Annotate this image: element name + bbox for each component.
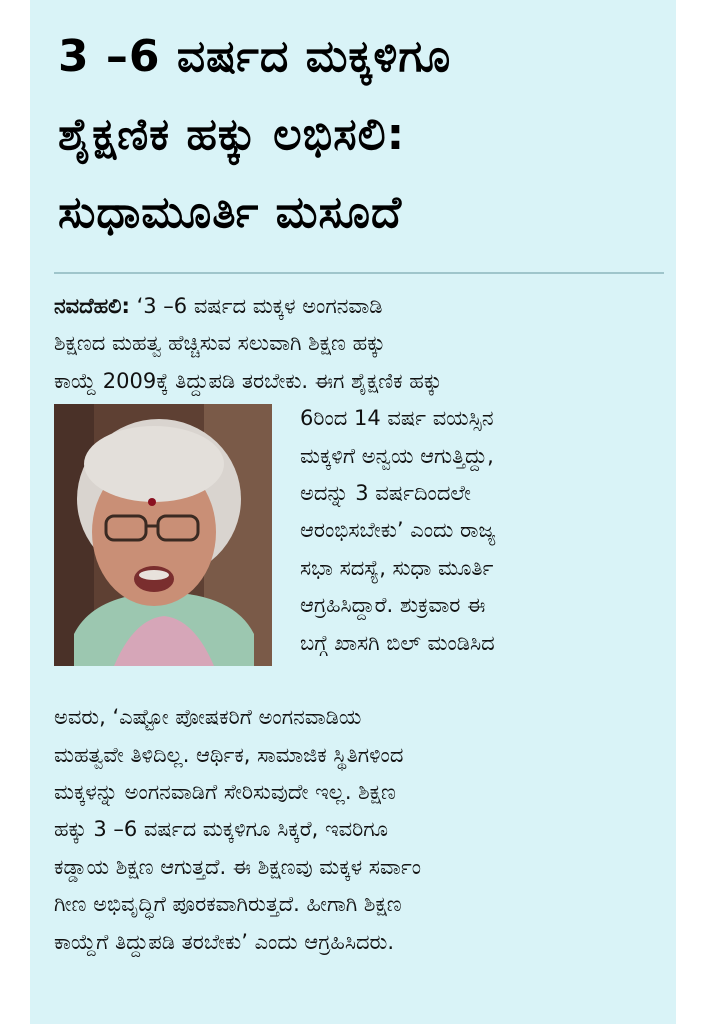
article-body xyxy=(54,288,669,961)
photo-wrap-zone xyxy=(54,400,669,699)
body-line: ಸಭಾ ಸದಸ್ಯೆ, ಸುಧಾ ಮೂರ್ತಿ xyxy=(300,555,494,580)
headline-divider xyxy=(54,272,664,274)
headline-line: ಸುಧಾಮೂರ್ತಿ ಮಸೂದೆ xyxy=(58,187,403,238)
body-line: ಮಕ್ಕಳಿಗೆ ಅನ್ವಯ ಆಗುತ್ತಿದ್ದು, xyxy=(300,443,494,468)
portrait-photo xyxy=(54,404,272,666)
headline-line: 3 –6 ವರ್ಷದ ಮಕ್ಕಳಿಗೂ xyxy=(58,31,452,82)
newspaper-clipping xyxy=(30,0,676,1024)
body-line: ಬಗ್ಗೆ ಖಾಸಗಿ ಬಿಲ್ ಮಂಡಿಸಿದ xyxy=(300,630,495,655)
body-line: ಹಕ್ಕು 3 –6 ವರ್ಷದ ಮಕ್ಕಳಿಗೂ ಸಿಕ್ಕರೆ, ಇವರಿಗೂ xyxy=(54,817,388,842)
headline-line: ಶೈಕ್ಷಣಿಕ ಹಕ್ಕು ಲಭಿಸಲಿ: xyxy=(58,109,406,160)
body-line xyxy=(54,288,669,325)
body-line: ಮಕ್ಕಳನ್ನು ಅಂಗನವಾಡಿಗೆ ಸೇರಿಸುವುದೇ ಇಲ್ಲ. ಶಿಕ್ಷಣ xyxy=(54,779,396,804)
dateline: ನವದೆಹಲಿ: xyxy=(54,294,130,318)
wrapped-text xyxy=(300,400,670,662)
body-line: ಶಿಕ್ಷಣದ ಮಹತ್ವ ಹೆಚ್ಚಿಸುವ ಸಲುವಾಗಿ ಶಿಕ್ಷಣ ಹಕ್ಕು xyxy=(54,331,386,356)
body-line: ಆರಂಭಿಸಬೇಕು’ ಎಂದು ರಾಜ್ಯ xyxy=(300,518,496,543)
body-line: ಮಹತ್ವವೇ ತಿಳಿದಿಲ್ಲ. ಆರ್ಥಿಕ, ಸಾಮಾಜಿಕ ಸ್ಥಿತಿಗಳಿಂದ xyxy=(54,742,404,767)
body-line: 6ರಿಂದ 14 ವರ್ಷ ವಯಸ್ಸಿನ xyxy=(300,406,494,431)
body-line: ಕಾಯ್ದೆ 2009ಕ್ಕೆ ತಿದ್ದುಪಡಿ ತರಬೇಕು. ಈಗ ಶೈಕ್ಷಣಿಕ ಹಕ್ಕು xyxy=(54,368,442,393)
body-line: ಕಾಯ್ದೆಗೆ ತಿದ್ದುಪಡಿ ತರಬೇಕು’ ಎಂದು ಆಗ್ರಹಿಸಿದರು. xyxy=(54,929,394,954)
headline xyxy=(58,18,668,252)
body-line: ಅವರು, ‘ಎಷ್ಟೋ ಪೋಷಕರಿಗೆ ಅಂಗನವಾಡಿಯ xyxy=(54,705,362,730)
body-line: ಅದನ್ನು 3 ವರ್ಷದಿಂದಲೇ xyxy=(300,480,471,505)
body-line: ಕಡ್ಡಾಯ ಶಿಕ್ಷಣ ಆಗುತ್ತದೆ. ಈ ಶಿಕ್ಷಣವು ಮಕ್ಕಳ ಸರ್ವಾಂ xyxy=(54,854,421,879)
body-line-text: ‘3 –6 ವರ್ಷದ ಮಕ್ಕಳ ಅಂಗನವಾಡಿ xyxy=(129,294,383,318)
body-line: ಗೀಣ ಅಭಿವೃದ್ಧಿಗೆ ಪೂರಕವಾಗಿರುತ್ತದೆ. ಹೀಗಾಗಿ ಶಿಕ್ಷಣ xyxy=(54,892,402,917)
body-line: ಆಗ್ರಹಿಸಿದ್ದಾರೆ. ಶುಕ್ರವಾರ ಈ xyxy=(300,593,486,618)
